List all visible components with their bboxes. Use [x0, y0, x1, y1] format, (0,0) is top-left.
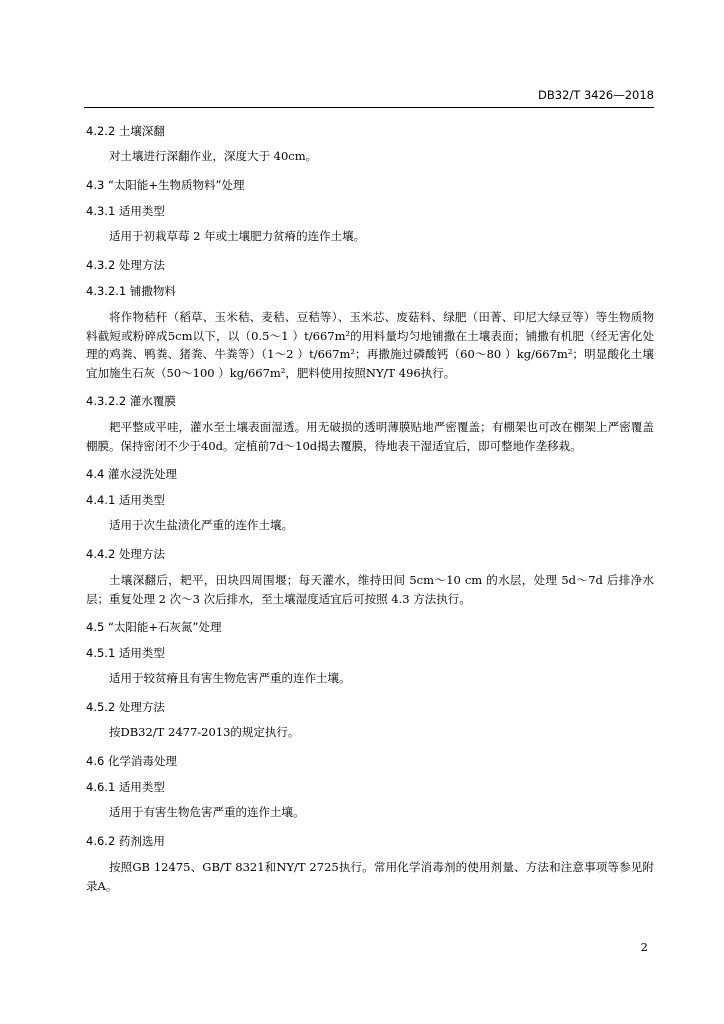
section-heading: 4.3.2 处理方法 — [86, 258, 165, 272]
document-id: DB32/T 3426—2018 — [538, 88, 654, 102]
document-body — [86, 118, 654, 901]
paragraph: 适用于初栽草莓 2 年或土壤肥力贫瘠的连作土壤。 — [109, 229, 366, 243]
section-heading: 4.6.1 适用类型 — [86, 780, 165, 794]
section-heading: 4.5.2 处理方法 — [86, 700, 165, 714]
section-heading: 4.3.1 适用类型 — [86, 204, 165, 218]
section-heading: 4.6.2 药剂选用 — [86, 834, 165, 848]
paragraph: 适用于较贫瘠且有害生物危害严重的连作土壤。 — [109, 671, 351, 685]
header-rule — [84, 107, 654, 108]
section-heading: 4.5.1 适用类型 — [86, 646, 165, 660]
paragraph: 适用于有害生物危害严重的连作土壤。 — [109, 805, 305, 819]
section-heading: 4.4 灌水浸洗处理 — [86, 467, 177, 481]
paragraph: 按照GB 12475、GB/T 8321和NY/T 2725执行。常用化学消毒剂的使用剂量、方法和注意事项等参见附录A。 — [86, 860, 654, 893]
paragraph: 土壤深翻后，耙平，田块四周围堰；每天灌水，维持田间 5cm～10 cm 的水层，处理 5d～7d 后排净水层；重复处理 2 次～3 次后排水，至土壤湿度适宜后可按照 4.3 方法执行。 — [86, 573, 654, 606]
paragraph: 对土壤进行深翻作业，深度大于 40cm。 — [109, 149, 318, 163]
section-heading: 4.3.2.1 铺撒物料 — [86, 284, 176, 298]
page-number: 2 — [640, 940, 648, 954]
section-heading: 4.5 “太阳能+石灰氮”处理 — [86, 620, 222, 634]
paragraph: 适用于次生盐渍化严重的连作土壤。 — [109, 518, 293, 532]
paragraph: 耙平整成平哇，灌水至土壤表面湿透。用无破损的透明薄膜贴地严密覆盖；有棚架也可改在棚架上严密覆盖棚膜。保持密闭不少于40d。定植前7d～10d揭去覆膜，待地表干湿适宜后，即可整地作垄移栽。 — [86, 420, 654, 453]
section-heading: 4.3 “太阳能+生物质物料”处理 — [86, 178, 245, 192]
section-heading: 4.6 化学消毒处理 — [86, 754, 177, 768]
section-heading: 4.3.2.2 灌水覆膜 — [86, 394, 176, 408]
section-heading: 4.4.2 处理方法 — [86, 547, 165, 561]
section-heading: 4.4.1 适用类型 — [86, 493, 165, 507]
section-heading: 4.2.2 土壤深翻 — [86, 124, 165, 138]
paragraph: 按DB32/T 2477-2013的规定执行。 — [109, 725, 300, 739]
paragraph: 将作物秸秆（稻草、玉米秸、麦秸、豆秸等）、玉米芯、废菇料、绿肥（田菁、印尼大绿豆等）等生物质物料截短或粉碎成5cm以下，以（0.5～1 ）t/667m²的用料量均匀地铺撒在土壤表面；铺撒有机肥（经无害化处理的鸡粪、鸭粪、猪粪、牛粪等）（1～2 ）t/667m²；再撒施过磷酸钙（60～80 ）kg/667m²；明显酸化土壤宜加施生石灰（50～100 ）kg/667m²，肥料使用按照NY/T 496执行。 — [86, 310, 654, 380]
